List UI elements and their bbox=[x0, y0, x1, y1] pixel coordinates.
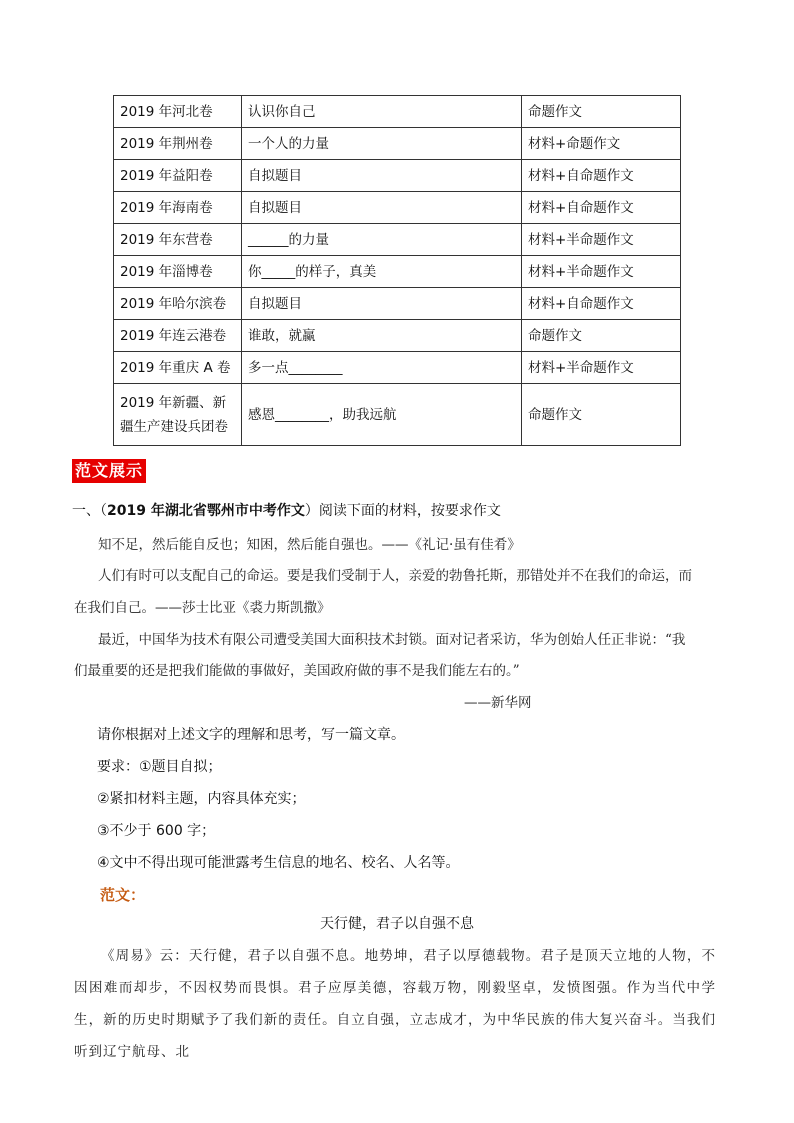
essay-topic-cell: ______的力量 bbox=[242, 224, 522, 256]
material-quote-1: 知不足，然后能自反也；知困，然后能自强也。——《礼记·虽有佳肴》 bbox=[98, 537, 521, 553]
essay-topic-cell: 一个人的力量 bbox=[242, 128, 522, 160]
material-quote-3-line-2: 们最重要的还是把我们能做的事做好，美国政府做的事不是我们能左右的。” bbox=[74, 663, 520, 679]
table-row bbox=[114, 224, 681, 256]
essay-topic-cell: 自拟题目 bbox=[242, 192, 522, 224]
essay-type-cell: 命题作文 bbox=[522, 96, 681, 128]
table-row bbox=[114, 256, 681, 288]
essay-type-cell: 材料+半命题作文 bbox=[522, 352, 681, 384]
essay-type-cell: 材料+半命题作文 bbox=[522, 224, 681, 256]
requirement-4: ④文中不得出现可能泄露考生信息的地名、校名、人名等。 bbox=[97, 855, 460, 871]
table-row bbox=[114, 96, 681, 128]
essay-type-cell: 命题作文 bbox=[522, 384, 681, 446]
essay-topic-cell: 感恩________，助我远航 bbox=[242, 384, 522, 446]
essay-topic-cell: 自拟题目 bbox=[242, 160, 522, 192]
essay-type-cell: 材料+自命题作文 bbox=[522, 160, 681, 192]
essay-topic-cell: 你_____的样子，真美 bbox=[242, 256, 522, 288]
essay-type-cell: 命题作文 bbox=[522, 320, 681, 352]
essay-type-cell: 材料+自命题作文 bbox=[522, 288, 681, 320]
table-row bbox=[114, 352, 681, 384]
exam-region-cell: 2019 年海南卷 bbox=[114, 192, 242, 224]
sample-essay-label: 范文： bbox=[100, 886, 146, 904]
material-quote-2-line-2: 在我们自己。——莎士比亚《裘力斯凯撒》 bbox=[74, 600, 331, 616]
table-row bbox=[114, 128, 681, 160]
question-prefix: 一、（ bbox=[72, 503, 107, 519]
question-suffix: ）阅读下面的材料，按要求作文 bbox=[304, 503, 501, 519]
exam-region-cell: 2019 年重庆 A 卷 bbox=[114, 352, 242, 384]
essay-topic-cell: 多一点________ bbox=[242, 352, 522, 384]
question-source: 2019 年湖北省鄂州市中考作文 bbox=[107, 503, 305, 519]
exam-region-cell: 2019 年东营卷 bbox=[114, 224, 242, 256]
material-attribution: ——新华网 bbox=[464, 695, 532, 711]
table-row bbox=[114, 384, 681, 446]
sample-essay-paragraph: 《周易》云：天行健，君子以自强不息。地势坤，君子以厚德载物。君子是顶天立地的人物，不因困难而却步，不因权势而畏惧。君子应厚美德，容载万物，刚毅坚卓，发愤图强。作为当代中学生，新的历史时期赋予了我们新的责任。自立自强，立志成才，为中华民族的伟大复兴奋斗。当我们听到辽宁航母、北 bbox=[74, 948, 716, 1060]
exam-region-cell: 2019 年荆州卷 bbox=[114, 128, 242, 160]
requirement-3: ③不少于 600 字； bbox=[97, 823, 216, 839]
exam-region-cell: 2019 年益阳卷 bbox=[114, 160, 242, 192]
exam-region-cell: 2019 年河北卷 bbox=[114, 96, 242, 128]
requirement-2: ②紧扣材料主题，内容具体充实； bbox=[97, 791, 306, 807]
essay-topic-cell: 谁敢，就赢 bbox=[242, 320, 522, 352]
essay-topic-cell: 自拟题目 bbox=[242, 288, 522, 320]
sample-essay-title: 天行健，君子以自强不息 bbox=[320, 916, 474, 932]
exam-region-cell: 2019 年淄博卷 bbox=[114, 256, 242, 288]
table-row bbox=[114, 288, 681, 320]
exam-region-cell: 2019 年连云港卷 bbox=[114, 320, 242, 352]
material-quote-3-line-1: 最近，中国华为技术有限公司遭受美国大面积技术封锁。面对记者采访，华为创始人任正非说：“我 bbox=[98, 632, 686, 648]
material-quote-2-line-1: 人们有时可以支配自己的命运。要是我们受制于人，亲爱的勃鲁托斯，那错处并不在我们的命运，而 bbox=[98, 568, 692, 584]
essay-type-cell: 材料+半命题作文 bbox=[522, 256, 681, 288]
table-row bbox=[114, 192, 681, 224]
writing-instruction: 请你根据对上述文字的理解和思考，写一篇文章。 bbox=[97, 727, 405, 743]
exam-region-cell: 2019 年新疆、新疆生产建设兵团卷 bbox=[114, 384, 242, 446]
exam-region-cell: 2019 年哈尔滨卷 bbox=[114, 288, 242, 320]
essay-type-cell: 材料+自命题作文 bbox=[522, 192, 681, 224]
table-row bbox=[114, 320, 681, 352]
requirement-1: 要求：①题目自拟； bbox=[97, 759, 222, 775]
exam-topic-table bbox=[113, 95, 681, 446]
table-row bbox=[114, 160, 681, 192]
question-prompt bbox=[72, 500, 501, 520]
section-heading: 范文展示 bbox=[72, 459, 146, 483]
essay-topic-cell: 认识你自己 bbox=[242, 96, 522, 128]
essay-type-cell: 材料+命题作文 bbox=[522, 128, 681, 160]
